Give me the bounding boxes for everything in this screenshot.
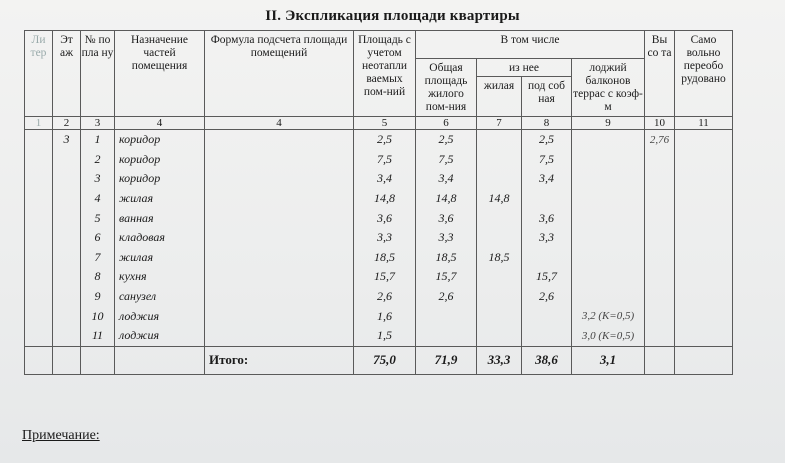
totals-row (25, 346, 733, 374)
header-loggias: лоджий балконов террас с коэф-м (572, 59, 645, 117)
area-cell: 7,5 (354, 150, 416, 170)
totals-area: 75,0 (354, 346, 416, 374)
loggia-cell (572, 169, 645, 189)
height-cell (645, 267, 675, 287)
plan-number-cell: 11 (81, 326, 115, 346)
living-area-cell (477, 326, 522, 346)
column-numbers-row (25, 117, 733, 130)
self-rebuilt-cell (675, 267, 733, 287)
note-label: Примечание: (22, 428, 100, 443)
column-number: 9 (572, 117, 645, 130)
plan-number-cell: 8 (81, 267, 115, 287)
area-cell: 2,6 (354, 287, 416, 307)
total-area-cell: 2,5 (416, 130, 477, 150)
floor-cell (53, 208, 81, 228)
formula-cell (205, 326, 354, 346)
area-cell: 15,7 (354, 267, 416, 287)
liter-cell (25, 208, 53, 228)
floor-cell (53, 267, 81, 287)
liter-cell (25, 228, 53, 248)
totals-auxiliary: 38,6 (522, 346, 572, 374)
total-area-cell (416, 326, 477, 346)
table-row (25, 248, 733, 268)
floor-cell (53, 326, 81, 346)
floor-cell (53, 248, 81, 268)
header-living: жилая (477, 77, 522, 117)
header-area: Площадь с учетом неотапли ваемых пом-ний (354, 31, 416, 117)
height-cell (645, 169, 675, 189)
self-rebuilt-cell (675, 287, 733, 307)
plan-number-cell: 7 (81, 248, 115, 268)
liter-cell (25, 169, 53, 189)
page-title: II. Экспликация площади квартиры (265, 8, 520, 24)
height-cell (645, 228, 675, 248)
totals-total: 71,9 (416, 346, 477, 374)
header-liter: Ли тер (25, 31, 53, 117)
area-cell: 2,5 (354, 130, 416, 150)
formula-cell (205, 228, 354, 248)
header-height: Вы со та (645, 31, 675, 117)
total-area-cell: 3,6 (416, 208, 477, 228)
purpose-cell: лоджия (115, 306, 205, 326)
self-rebuilt-cell (675, 150, 733, 170)
auxiliary-area-cell: 2,5 (522, 130, 572, 150)
formula-cell (205, 150, 354, 170)
total-area-cell: 15,7 (416, 267, 477, 287)
plan-number-cell: 4 (81, 189, 115, 209)
plan-number-cell: 6 (81, 228, 115, 248)
table-row (25, 169, 733, 189)
formula-cell (205, 287, 354, 307)
loggia-cell (572, 287, 645, 307)
liter-cell (25, 287, 53, 307)
area-cell: 3,6 (354, 208, 416, 228)
living-area-cell: 14,8 (477, 189, 522, 209)
loggia-cell (572, 208, 645, 228)
living-area-cell (477, 228, 522, 248)
formula-cell (205, 208, 354, 228)
plan-number-cell: 1 (81, 130, 115, 150)
header-auxiliary: под соб ная (522, 77, 572, 117)
plan-number-cell: 10 (81, 306, 115, 326)
auxiliary-area-cell: 3,4 (522, 169, 572, 189)
purpose-cell: жилая (115, 189, 205, 209)
self-rebuilt-cell (675, 130, 733, 150)
liter-cell (25, 306, 53, 326)
living-area-cell (477, 306, 522, 326)
table-row (25, 208, 733, 228)
area-cell: 14,8 (354, 189, 416, 209)
column-number: 11 (675, 117, 733, 130)
table-row (25, 228, 733, 248)
auxiliary-area-cell: 7,5 (522, 150, 572, 170)
purpose-cell: санузел (115, 287, 205, 307)
plan-number-cell: 2 (81, 150, 115, 170)
auxiliary-area-cell (522, 189, 572, 209)
area-cell: 1,6 (354, 306, 416, 326)
floor-cell (53, 287, 81, 307)
column-number: 6 (416, 117, 477, 130)
loggia-cell: 3,0 (К=0,5) (572, 326, 645, 346)
purpose-cell: коридор (115, 130, 205, 150)
header-including: В том числе (416, 31, 645, 59)
total-area-cell: 14,8 (416, 189, 477, 209)
self-rebuilt-cell (675, 228, 733, 248)
total-area-cell: 3,4 (416, 169, 477, 189)
formula-cell (205, 267, 354, 287)
total-area-cell: 7,5 (416, 150, 477, 170)
total-area-cell (416, 306, 477, 326)
floor-cell: 3 (53, 130, 81, 150)
living-area-cell (477, 208, 522, 228)
header-purpose: Назначение частей помещения (115, 31, 205, 117)
explication-table (24, 30, 733, 375)
height-cell (645, 189, 675, 209)
liter-cell (25, 130, 53, 150)
purpose-cell: кухня (115, 267, 205, 287)
total-area-cell: 3,3 (416, 228, 477, 248)
totals-loggia: 3,1 (572, 346, 645, 374)
self-rebuilt-cell (675, 248, 733, 268)
height-cell (645, 150, 675, 170)
table-row (25, 287, 733, 307)
floor-cell (53, 306, 81, 326)
living-area-cell: 18,5 (477, 248, 522, 268)
auxiliary-area-cell (522, 306, 572, 326)
formula-cell (205, 169, 354, 189)
table-row (25, 150, 733, 170)
loggia-cell (572, 130, 645, 150)
column-number: 1 (25, 117, 53, 130)
height-cell (645, 326, 675, 346)
formula-cell (205, 248, 354, 268)
purpose-cell: жилая (115, 248, 205, 268)
self-rebuilt-cell (675, 169, 733, 189)
purpose-cell: кладовая (115, 228, 205, 248)
liter-cell (25, 267, 53, 287)
living-area-cell (477, 267, 522, 287)
table-row (25, 326, 733, 346)
liter-cell (25, 326, 53, 346)
header-plan-number: № по пла ну (81, 31, 115, 117)
plan-number-cell: 5 (81, 208, 115, 228)
height-cell (645, 287, 675, 307)
formula-cell (205, 189, 354, 209)
table-row (25, 130, 733, 150)
table-row (25, 189, 733, 209)
header-formula: Формула подсчета площади помещений (205, 31, 354, 117)
header-of-which: из нее (477, 59, 572, 77)
self-rebuilt-cell (675, 306, 733, 326)
column-number: 5 (354, 117, 416, 130)
loggia-cell (572, 267, 645, 287)
height-cell: 2,76 (645, 130, 675, 150)
column-number: 2 (53, 117, 81, 130)
loggia-cell (572, 189, 645, 209)
loggia-cell (572, 150, 645, 170)
height-cell (645, 208, 675, 228)
column-number: 4 (205, 117, 354, 130)
header-self-rebuilt: Само вольно переобо рудовано (675, 31, 733, 117)
area-cell: 18,5 (354, 248, 416, 268)
plan-number-cell: 9 (81, 287, 115, 307)
total-area-cell: 2,6 (416, 287, 477, 307)
totals-living: 33,3 (477, 346, 522, 374)
loggia-cell (572, 228, 645, 248)
auxiliary-area-cell (522, 248, 572, 268)
auxiliary-area-cell: 3,3 (522, 228, 572, 248)
floor-cell (53, 228, 81, 248)
plan-number-cell: 3 (81, 169, 115, 189)
totals-label: Итого: (205, 346, 354, 374)
living-area-cell (477, 150, 522, 170)
living-area-cell (477, 287, 522, 307)
height-cell (645, 248, 675, 268)
area-cell: 3,4 (354, 169, 416, 189)
purpose-cell: коридор (115, 169, 205, 189)
header-floor: Эт аж (53, 31, 81, 117)
area-cell: 1,5 (354, 326, 416, 346)
liter-cell (25, 189, 53, 209)
column-number: 4 (115, 117, 205, 130)
table-row (25, 267, 733, 287)
column-number: 8 (522, 117, 572, 130)
column-number: 10 (645, 117, 675, 130)
header-total-living-area: Общая площадь жилого пом-ния (416, 59, 477, 117)
self-rebuilt-cell (675, 189, 733, 209)
height-cell (645, 306, 675, 326)
purpose-cell: лоджия (115, 326, 205, 346)
area-cell: 3,3 (354, 228, 416, 248)
purpose-cell: ванная (115, 208, 205, 228)
auxiliary-area-cell (522, 326, 572, 346)
floor-cell (53, 189, 81, 209)
auxiliary-area-cell: 15,7 (522, 267, 572, 287)
auxiliary-area-cell: 3,6 (522, 208, 572, 228)
column-number: 3 (81, 117, 115, 130)
auxiliary-area-cell: 2,6 (522, 287, 572, 307)
loggia-cell (572, 248, 645, 268)
self-rebuilt-cell (675, 208, 733, 228)
living-area-cell (477, 169, 522, 189)
floor-cell (53, 169, 81, 189)
formula-cell (205, 130, 354, 150)
self-rebuilt-cell (675, 326, 733, 346)
living-area-cell (477, 130, 522, 150)
liter-cell (25, 248, 53, 268)
total-area-cell: 18,5 (416, 248, 477, 268)
table-row (25, 306, 733, 326)
column-number: 7 (477, 117, 522, 130)
liter-cell (25, 150, 53, 170)
floor-cell (53, 150, 81, 170)
loggia-cell: 3,2 (К=0,5) (572, 306, 645, 326)
formula-cell (205, 306, 354, 326)
purpose-cell: коридор (115, 150, 205, 170)
